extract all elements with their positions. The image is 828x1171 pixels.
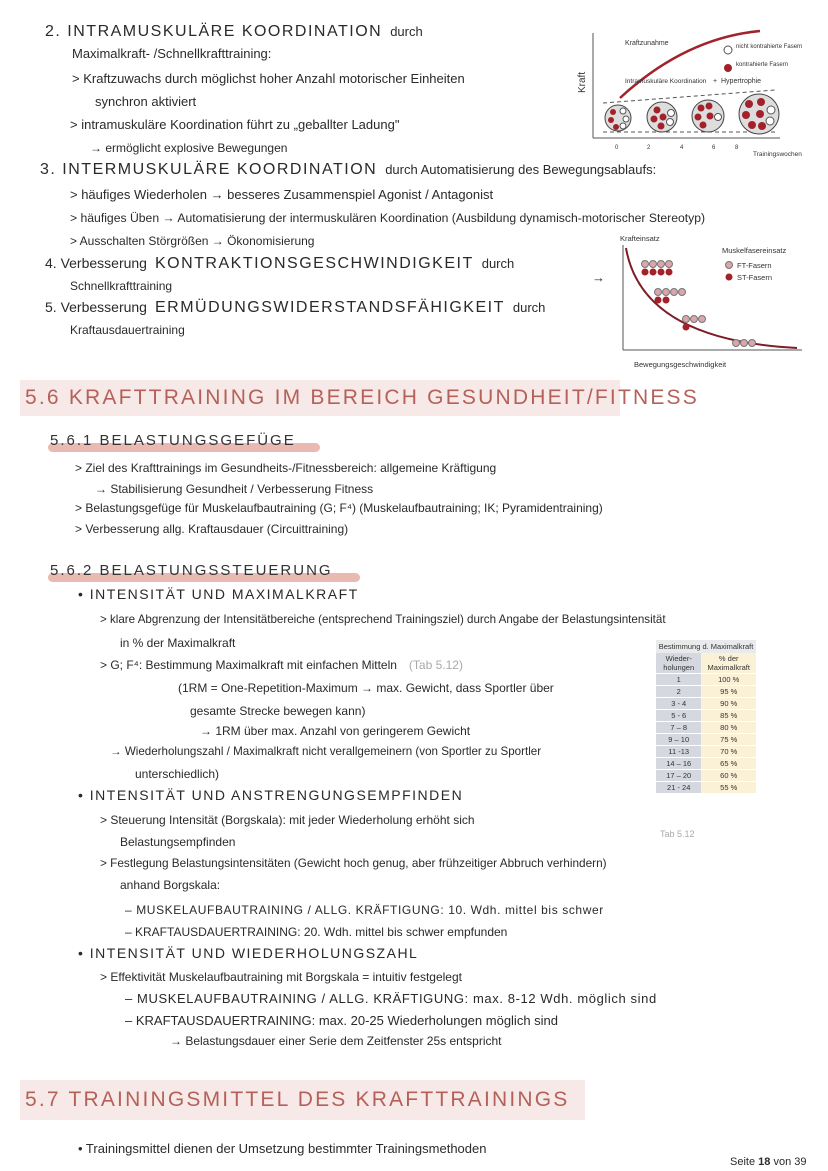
text-line: – KRAFTAUSDAUERTRAINING: 20. Wdh. mittel bis schwer empfunden xyxy=(125,925,508,939)
x-axis-label: Trainingswochen xyxy=(753,151,802,158)
text-line: > Belastungsgefüge für Muskelaufbautraining (G; F⁴) (Muskelaufbautraining; IK; Pyramidentraining) xyxy=(75,501,603,515)
current-page: 18 xyxy=(758,1156,771,1168)
table-caption: Tab 5.12 xyxy=(660,829,695,839)
table-row xyxy=(656,710,756,722)
bullet-heading: • INTENSITÄT UND MAXIMALKRAFT xyxy=(78,586,359,602)
text-line: durch xyxy=(390,24,423,39)
bullet-heading: • INTENSITÄT UND ANSTRENGUNGSEMPFINDEN xyxy=(78,787,464,803)
text-line: durch xyxy=(512,300,546,315)
y-axis-label: Kraft xyxy=(577,71,588,93)
legend-st: ST-Fasern xyxy=(737,273,773,282)
text-row xyxy=(100,656,463,674)
svg-text:0: 0 xyxy=(615,145,619,151)
section-title-5-7: 5.7 TRAININGSMITTEL DES KRAFTTRAININGS xyxy=(25,1088,570,1111)
text-line: > intramuskuläre Koordination führt zu „geballter Ladung" xyxy=(70,117,400,132)
bullet-heading: • INTENSITÄT UND WIEDERHOLUNGSZAHL xyxy=(78,945,419,961)
text-line: (1RM = One-Repetition-Maximum → max. Gewicht, dass Sportler über xyxy=(178,681,554,695)
text-line: > Effektivität Muskelaufbautraining mit Borgskala = intuitiv festgelegt xyxy=(100,970,462,984)
column-header: % der Maximalkraft xyxy=(701,653,756,674)
percent-cell: 65 % xyxy=(701,758,756,770)
percent-cell: 95 % xyxy=(701,686,756,698)
text-line: → Stabilisierung Gesundheit / Verbesserung Fitness xyxy=(95,482,374,496)
table-row xyxy=(656,686,756,698)
repetitions-cell: 7 – 8 xyxy=(656,722,701,734)
repetitions-cell: 2 xyxy=(656,686,701,698)
percent-cell: 75 % xyxy=(701,734,756,746)
text-line: – KRAFTAUSDAUERTRAINING: max. 20-25 Wiederholungen möglich sind xyxy=(125,1013,559,1028)
figure-kraftzunahme xyxy=(575,18,825,158)
subsection-title-5-6-1: 5.6.1 BELASTUNGSGEFÜGE xyxy=(50,432,296,449)
heading-intermuskulaer: 3. INTERMUSKULÄRE KOORDINATION xyxy=(40,161,378,178)
table-reference: (Tab 5.12) xyxy=(408,658,463,672)
heading-row-intramuskulaer xyxy=(45,23,423,41)
text-line: → Belastungsdauer einer Serie dem Zeitfenster 25s entspricht xyxy=(170,1034,502,1048)
text-line: unterschiedlich) xyxy=(135,767,220,781)
svg-text:2: 2 xyxy=(647,145,651,151)
heading-kontraktion: KONTRAKTIONSGESCHWINDIGKEIT xyxy=(154,255,474,272)
text-line: → 1RM über max. Anzahl von geringerem Gewicht xyxy=(200,724,471,738)
page-number xyxy=(730,1154,807,1170)
svg-text:8: 8 xyxy=(735,145,739,151)
heading-intramuskulaer: 2. INTRAMUSKULÄRE KOORDINATION xyxy=(45,23,383,40)
y-axis-label: Krafteinsatz xyxy=(620,234,660,243)
page-prefix: Seite xyxy=(730,1156,756,1168)
percent-cell: 85 % xyxy=(701,710,756,722)
figure-muskelfasereinsatz xyxy=(612,230,822,372)
text-line: durch Automatisierung des Bewegungsablaufs: xyxy=(385,162,657,177)
text-line: > G; F⁴: Bestimmung Maximalkraft mit einfachen Mitteln xyxy=(100,658,397,672)
text-line: Schnellkrafttraining xyxy=(70,279,173,293)
text-line: • Trainingsmittel dienen der Umsetzung bestimmter Trainingsmethoden xyxy=(78,1141,487,1156)
table-row xyxy=(656,698,756,710)
percent-cell: 60 % xyxy=(701,770,756,782)
text-line: > häufiges Üben → Automatisierung der intermuskulären Koordination (Ausbildung dynamisch-motorischer Stereotyp) xyxy=(70,211,706,225)
table-row xyxy=(656,746,756,758)
table-row xyxy=(656,770,756,782)
text-line: durch xyxy=(481,256,515,271)
table-row xyxy=(656,674,756,686)
repetitions-cell: 17 – 20 xyxy=(656,770,701,782)
table-title: Bestimmung d. Maximalkraft xyxy=(656,640,756,653)
text-line: – MUSKELAUFBAUTRAINING / ALLG. KRÄFTIGUNG: 10. Wdh. mittel bis schwer xyxy=(125,903,604,917)
text-line: → ermöglicht explosive Bewegungen xyxy=(90,141,288,155)
percent-cell: 70 % xyxy=(701,746,756,758)
table-row xyxy=(656,734,756,746)
heading-row-kontraktion xyxy=(45,254,514,273)
text-line: > Steuerung Intensität (Borgskala): mit jeder Wiederholung erhöht sich xyxy=(100,813,475,827)
text-line: > häufiges Wiederholen → besseres Zusammenspiel Agonist / Antagonist xyxy=(70,187,494,202)
text-line: > klare Abgrenzung der Intensitätbereiche (entsprechend Trainingsziel) durch Angabe der Belastungsintensität xyxy=(100,613,666,626)
x-axis-label: Bewegungsgeschwindigkeit xyxy=(634,360,727,369)
page-sep: von xyxy=(773,1156,792,1168)
text-line: > Ziel des Krafttrainings im Gesundheits-/Fitnessbereich: allgemeine Kräftigung xyxy=(75,461,497,475)
column-header: Wieder-holungen xyxy=(656,653,701,674)
text-line: > Verbesserung allg. Kraftausdauer (Circuittraining) xyxy=(75,522,349,536)
heading-ermuedung: ERMÜDUNGSWIDERSTANDSFÄHIGKEIT xyxy=(154,299,505,316)
repetitions-cell: 5 - 6 xyxy=(656,710,701,722)
maximalkraft-table xyxy=(656,640,756,794)
text-line: > Ausschalten Störgrößen → Ökonomisierung xyxy=(70,234,315,248)
text-line: gesamte Strecke bewegen kann) xyxy=(190,704,366,718)
text-line: in % der Maximalkraft xyxy=(120,636,236,650)
percent-cell: 80 % xyxy=(701,722,756,734)
svg-text:4: 4 xyxy=(680,145,684,151)
phase1-label: Intramuskuläre Koordination xyxy=(625,78,707,85)
subsection-title-5-6-2: 5.6.2 BELASTUNGSSTEUERUNG xyxy=(50,562,333,579)
text-line: Maximalkraft- /Schnellkrafttraining: xyxy=(72,46,272,61)
text-line: → Wiederholungszahl / Maximalkraft nicht verallgemeinern (von Sportler zu Sportler xyxy=(110,745,542,758)
legend-filled: kontrahierte Fasern xyxy=(736,62,789,68)
text-line: 4. Verbesserung xyxy=(45,255,147,271)
table-row xyxy=(656,782,756,794)
plus-label: + xyxy=(713,78,718,85)
table-row xyxy=(656,758,756,770)
text-line: synchron aktiviert xyxy=(95,94,197,109)
table-row xyxy=(656,722,756,734)
curve-label: Kraftzunahme xyxy=(625,40,669,47)
text-line: – MUSKELAUFBAUTRAINING / ALLG. KRÄFTIGUNG: max. 8-12 Wdh. möglich sind xyxy=(125,991,657,1006)
phase2-label: Hypertrophie xyxy=(721,78,762,85)
section-title-5-6: 5.6 KRAFTTRAINING IM BEREICH GESUNDHEIT/FITNESS xyxy=(25,386,699,409)
heading-row-intermuskulaer xyxy=(40,161,656,179)
svg-text:6: 6 xyxy=(712,145,716,151)
text-line: Kraftausdauertraining xyxy=(70,323,185,337)
text-line: > Kraftzuwachs durch möglichst hoher Anzahl motorischer Einheiten xyxy=(72,71,465,86)
repetitions-cell: 11 -13 xyxy=(656,746,701,758)
repetitions-cell: 1 xyxy=(656,674,701,686)
text-line: Belastungsempfinden xyxy=(120,835,236,849)
repetitions-cell: 9 – 10 xyxy=(656,734,701,746)
percent-cell: 90 % xyxy=(701,698,756,710)
repetitions-cell: 14 – 16 xyxy=(656,758,701,770)
text-line: > Festlegung Belastungsintensitäten (Gewicht hoch genug, aber frühzeitiger Abbruch verhindern) xyxy=(100,856,607,870)
text-line: 5. Verbesserung xyxy=(45,299,147,315)
percent-cell: 55 % xyxy=(701,782,756,794)
repetitions-cell: 3 - 4 xyxy=(656,698,701,710)
arrow-icon: → xyxy=(592,270,605,285)
legend-ft: FT-Fasern xyxy=(737,261,772,270)
percent-cell: 100 % xyxy=(701,674,756,686)
repetitions-cell: 21 - 24 xyxy=(656,782,701,794)
legend-open: nicht kontrahierte Fasern xyxy=(736,44,803,50)
text-line: anhand Borgskala: xyxy=(120,878,221,892)
legend-title: Muskelfasereinsatz xyxy=(722,246,787,255)
total-pages: 39 xyxy=(794,1156,807,1168)
heading-row-ermuedung xyxy=(45,298,545,317)
